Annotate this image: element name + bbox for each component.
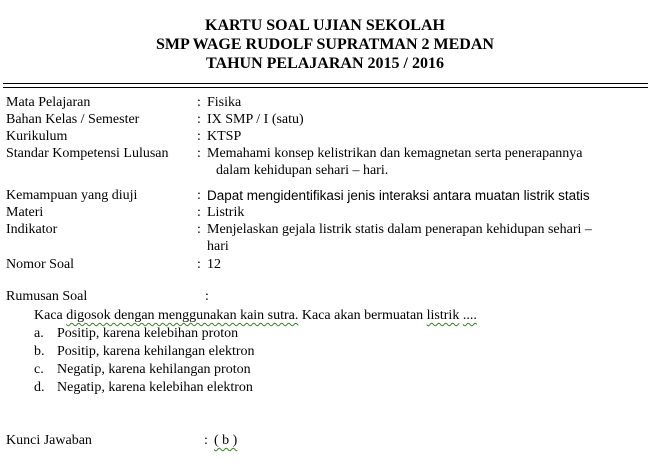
header-title: KARTU SOAL UJIAN SEKOLAH xyxy=(205,17,445,34)
option-text: Negatip, karena kelebihan elektron xyxy=(57,380,253,395)
field-value: IX SMP / I (satu) xyxy=(207,112,304,127)
option-mark: d. xyxy=(34,380,45,395)
option-text: Negatip, karena kehilangan proton xyxy=(57,362,251,377)
option-text: Positip, karena kelebihan proton xyxy=(57,326,239,341)
field-label: Materi xyxy=(6,205,44,220)
document-header xyxy=(0,16,650,73)
colon: : xyxy=(197,205,201,220)
field-label: Kunci Jawaban xyxy=(6,433,92,448)
field-value: Fisika xyxy=(207,95,242,110)
colon: : xyxy=(197,95,201,110)
field-value: KTSP xyxy=(207,129,242,144)
answer-option-c xyxy=(34,361,251,378)
field-label: Kemampuan yang diuji xyxy=(6,188,138,203)
option-mark: a. xyxy=(34,326,44,341)
header-school: SMP WAGE RUDOLF SUPRATMAN 2 MEDAN xyxy=(156,36,494,53)
colon: : xyxy=(197,112,201,127)
option-mark: b. xyxy=(34,344,45,359)
colon: : xyxy=(197,129,201,144)
field-label: Indikator xyxy=(6,222,58,237)
header-year: TAHUN PELAJARAN 2015 / 2016 xyxy=(206,55,444,72)
field-label: Nomor Soal xyxy=(6,257,75,272)
colon: : xyxy=(205,289,209,304)
colon: : xyxy=(197,188,201,203)
field-label: Kurikulum xyxy=(6,129,68,144)
question-text xyxy=(34,307,477,324)
colon: : xyxy=(204,433,208,448)
option-mark: c. xyxy=(34,362,44,377)
colon: : xyxy=(197,257,201,272)
question-part-underlined: listrik xyxy=(426,308,460,323)
question-part: Kaca akan bermuatan xyxy=(298,308,427,323)
answer-option-a xyxy=(34,325,238,342)
colon: : xyxy=(197,146,201,161)
question-ellipsis: .... xyxy=(462,308,477,323)
option-text: Positip, karena kehilangan elektron xyxy=(57,344,255,359)
question-part-underlined: digosok dengan menggunakan kain sutra. xyxy=(66,308,299,323)
header-rule-bottom xyxy=(3,87,648,88)
field-label: Mata Pelajaran xyxy=(6,95,91,110)
field-value: Listrik xyxy=(207,205,245,220)
header-rule-top xyxy=(3,83,648,84)
field-value: 12 xyxy=(207,257,221,272)
field-label: Standar Kompetensi Lulusan xyxy=(6,146,169,161)
field-value-line2: hari xyxy=(207,239,229,254)
field-value-line1: Menjelaskan gejala listrik statis dalam penerapan kehidupan sehari – xyxy=(207,222,592,237)
field-value: Dapat mengidentifikasi jenis interaksi antara muatan listrik statis xyxy=(207,188,590,203)
field-value-line1: Memahami konsep kelistrikan dan kemagnetan serta penerapannya xyxy=(207,146,583,161)
answer-option-d xyxy=(34,379,253,396)
colon: : xyxy=(197,222,201,237)
question-part: Kaca xyxy=(34,308,67,323)
field-value-line2: dalam kehidupan sehari – hari. xyxy=(216,163,389,178)
field-label: Rumusan Soal xyxy=(6,289,88,304)
answer-option-b xyxy=(34,343,255,360)
answer-key-value: ( b ) xyxy=(214,433,238,448)
field-label: Bahan Kelas / Semester xyxy=(6,112,140,127)
